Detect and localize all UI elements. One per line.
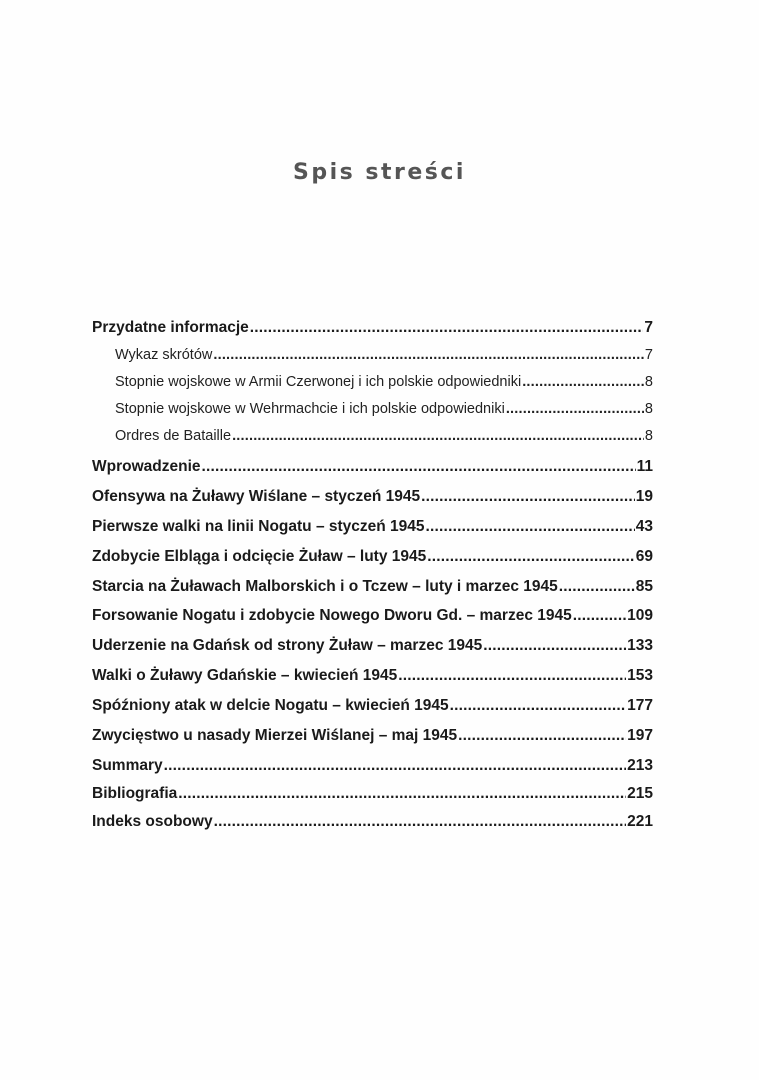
dot-leader bbox=[250, 317, 644, 339]
dot-leader bbox=[178, 783, 626, 805]
toc-entry-page: 197 bbox=[627, 727, 653, 745]
toc-entry[interactable] bbox=[92, 695, 653, 725]
dot-leader bbox=[214, 811, 627, 833]
toc-entry[interactable] bbox=[92, 546, 653, 576]
toc-entry-page: 153 bbox=[627, 667, 653, 685]
toc-entry-label: Ofensywa na Żuławy Wiślane – styczeń 1945 bbox=[92, 487, 421, 505]
toc-subentry[interactable] bbox=[92, 371, 653, 398]
toc-entry-page: 69 bbox=[635, 547, 653, 565]
toc-entry[interactable] bbox=[92, 486, 653, 516]
toc-entry-label: Ordres de Bataille bbox=[115, 428, 232, 444]
toc-entry-label: Stopnie wojskowe w Wehrmachcie i ich polskie odpowiedniki bbox=[115, 401, 505, 417]
toc-entry[interactable] bbox=[92, 783, 653, 811]
toc-entry-label: Summary bbox=[92, 756, 163, 774]
toc-entry-label: Spóźniony atak w delcie Nogatu – kwiecień 1945 bbox=[92, 697, 449, 715]
toc-entry-page: 213 bbox=[627, 756, 653, 774]
toc-entry[interactable] bbox=[92, 605, 653, 635]
toc-entry[interactable] bbox=[92, 576, 653, 606]
dot-leader bbox=[573, 605, 626, 627]
dot-leader bbox=[213, 344, 644, 366]
toc-entry-label: Wprowadzenie bbox=[92, 458, 201, 475]
toc-entry-page: 177 bbox=[627, 697, 653, 715]
toc-entry[interactable] bbox=[92, 725, 653, 755]
dot-leader bbox=[483, 635, 626, 657]
toc-entry[interactable] bbox=[92, 755, 653, 783]
toc-entry-label: Forsowanie Nogatu i zdobycie Nowego Dworu Gd. – marzec 1945 bbox=[92, 607, 572, 625]
toc-entry[interactable] bbox=[92, 811, 653, 839]
dot-leader bbox=[458, 725, 626, 747]
toc-entry-label: Uderzenie na Gdańsk od strony Żuław – marzec 1945 bbox=[92, 637, 483, 655]
toc-entry-page: 43 bbox=[635, 517, 653, 535]
toc-entry-page: 19 bbox=[635, 487, 653, 505]
toc-entry-page: 11 bbox=[636, 458, 653, 475]
toc-entry[interactable] bbox=[92, 456, 653, 486]
toc-entry-label: Wykaz skrótów bbox=[115, 347, 213, 363]
toc-subentry[interactable] bbox=[92, 425, 653, 456]
toc-entry-page: 7 bbox=[644, 319, 653, 336]
toc-entry[interactable] bbox=[92, 516, 653, 546]
toc-entry-label: Starcia na Żuławach Malborskich i o Tczew – luty i marzec 1945 bbox=[92, 577, 558, 595]
toc-entry-label: Przydatne informacje bbox=[92, 319, 249, 336]
toc-entry-label: Walki o Żuławy Gdańskie – kwiecień 1945 bbox=[92, 667, 398, 685]
toc-entry-label: Stopnie wojskowe w Armii Czerwonej i ich polskie odpowiedniki bbox=[115, 374, 522, 390]
dot-leader bbox=[559, 576, 635, 598]
dot-leader bbox=[164, 755, 626, 777]
dot-leader bbox=[398, 665, 626, 687]
toc-entry-label: Zwycięstwo u nasady Mierzei Wiślanej – maj 1945 bbox=[92, 727, 458, 745]
toc-entry-label: Bibliografia bbox=[92, 785, 178, 803]
toc-entry-page: 8 bbox=[644, 401, 653, 417]
toc-entry-page: 109 bbox=[627, 607, 653, 625]
dot-leader bbox=[202, 456, 636, 478]
dot-leader bbox=[421, 486, 635, 508]
dot-leader bbox=[506, 398, 644, 420]
toc-entry-label: Zdobycie Elbląga i odcięcie Żuław – luty 1945 bbox=[92, 547, 427, 565]
page-title: Spis streści bbox=[293, 160, 466, 185]
dot-leader bbox=[426, 516, 635, 538]
toc-entry[interactable] bbox=[92, 635, 653, 665]
table-of-contents bbox=[92, 317, 653, 839]
toc-entry-page: 8 bbox=[644, 428, 653, 444]
toc-entry-page: 221 bbox=[627, 813, 653, 831]
toc-entry-label: Pierwsze walki na linii Nogatu – styczeń 1945 bbox=[92, 517, 425, 535]
toc-entry-page: 8 bbox=[644, 374, 653, 390]
dot-leader bbox=[427, 546, 635, 568]
toc-entry-page: 215 bbox=[627, 785, 653, 803]
toc-entry-page: 7 bbox=[644, 347, 653, 363]
toc-entry-page: 85 bbox=[635, 577, 653, 595]
toc-subentry[interactable] bbox=[92, 344, 653, 371]
dot-leader bbox=[450, 695, 627, 717]
toc-entry-label: Indeks osobowy bbox=[92, 813, 213, 831]
toc-entry[interactable] bbox=[92, 665, 653, 695]
dot-leader bbox=[232, 425, 644, 447]
toc-entry-page: 133 bbox=[627, 637, 653, 655]
toc-subentry[interactable] bbox=[92, 398, 653, 425]
dot-leader bbox=[522, 371, 644, 393]
toc-entry[interactable] bbox=[92, 317, 653, 344]
